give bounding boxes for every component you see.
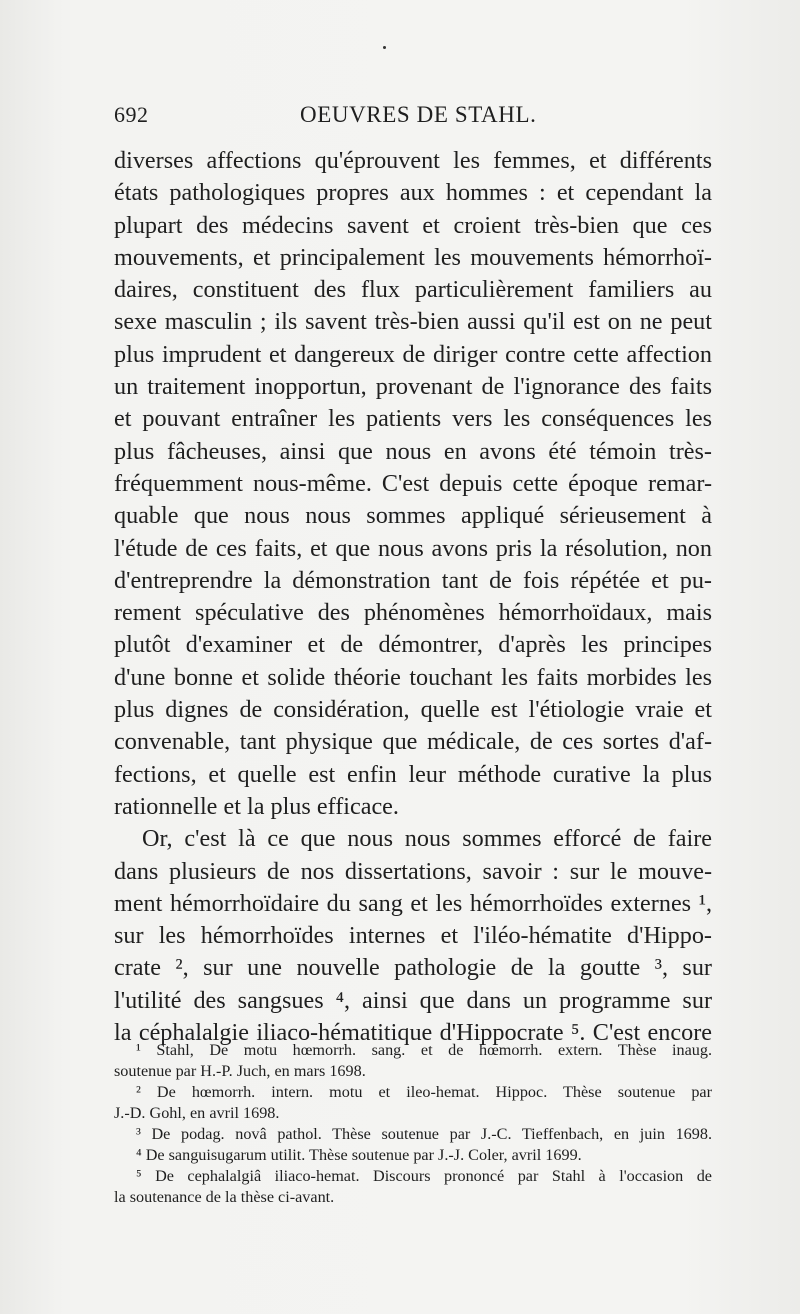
text-line: et pouvant entraîner les patients vers les conséquences les bbox=[114, 405, 712, 433]
footnote-line: ⁴ De sanguisugarum utilit. Thèse soutenue par J.-J. Coler, avril 1699. bbox=[136, 1146, 582, 1164]
text-line: l'utilité des sangsues ⁴, ainsi que dans un programme sur bbox=[114, 986, 712, 1014]
text-line: fections, et quelle est enfin leur méthode curative la plus bbox=[114, 760, 712, 788]
text-line: l'étude de ces faits, et que nous avons pris la résolution, non bbox=[114, 534, 712, 562]
footnotes bbox=[114, 1040, 712, 1208]
text-line: plus imprudent et dangereux de diriger contre cette affection bbox=[114, 340, 712, 368]
text-line: d'entreprendre la démonstration tant de fois répétée et pu- bbox=[114, 566, 712, 594]
text-line: crate ², sur une nouvelle pathologie de la goutte ³, sur bbox=[114, 954, 712, 982]
text-line: Or, c'est là ce que nous nous sommes efforcé de faire bbox=[142, 825, 712, 853]
running-title: OEUVRES DE STAHL. bbox=[300, 102, 537, 127]
page-header bbox=[114, 102, 712, 136]
text-line: rement spéculative des phénomènes hémorrhoïdaux, mais bbox=[114, 599, 712, 627]
text-line: ment hémorrhoïdaire du sang et les hémorrhoïdes externes ¹, bbox=[114, 889, 712, 917]
footnote-line: ³ De podag. novâ pathol. Thèse soutenue par J.-C. Tieffenbach, en juin 1698. bbox=[136, 1125, 712, 1143]
page-number: 692 bbox=[114, 102, 149, 127]
text-line: dans plusieurs de nos dissertations, savoir : sur le mouve- bbox=[114, 857, 712, 885]
text-line: fréquemment nous-même. C'est depuis cette époque remar- bbox=[114, 469, 712, 497]
text-line: quable que nous nous sommes appliqué sérieusement à bbox=[114, 502, 712, 530]
text-line: rationnelle et la plus efficace. bbox=[114, 792, 399, 820]
footnote-line: ⁵ De cephalalgiâ iliaco-hemat. Discours prononcé par Stahl à l'occasion de bbox=[136, 1167, 712, 1185]
text-line: sexe masculin ; ils savent très-bien aussi qu'il est on ne peut bbox=[114, 308, 712, 336]
text-line: la céphalalgie iliaco-hématitique d'Hippocrate ⁵. C'est encore bbox=[114, 1019, 712, 1047]
text-line: diverses affections qu'éprouvent les femmes, et différents bbox=[114, 147, 712, 174]
text-line: mouvements, et principalement les mouvements hémorrhoï- bbox=[114, 243, 712, 271]
body-text bbox=[114, 145, 712, 1049]
footnote-line: J.-D. Gohl, en avril 1698. bbox=[114, 1104, 280, 1122]
text-line: d'une bonne et solide théorie touchant les faits morbides les bbox=[114, 663, 712, 691]
text-line: convenable, tant physique que médicale, de ces sortes d'af- bbox=[114, 728, 712, 756]
footnote-line: la soutenance de la thèse ci-avant. bbox=[114, 1188, 335, 1206]
text-line: plus fâcheuses, ainsi que nous en avons été témoin très- bbox=[114, 437, 712, 465]
text-line: états pathologiques propres aux hommes : et cependant la bbox=[114, 179, 712, 207]
text-line: daires, constituent des flux particulièrement familiers au bbox=[114, 276, 712, 304]
footnote-line: ¹ Stahl, De motu hœmorrh. sang. et de hœmorrh. extern. Thèse inaug. bbox=[136, 1041, 712, 1059]
text-line: plutôt d'examiner et de démontrer, d'après les principes bbox=[114, 631, 712, 659]
footnote-line: soutenue par H.-P. Juch, en mars 1698. bbox=[114, 1062, 366, 1080]
ink-speck bbox=[383, 46, 386, 49]
text-line: sur les hémorrhoïdes internes et l'iléo-hématite d'Hippo- bbox=[114, 922, 712, 950]
footnote-line: ² De hœmorrh. intern. motu et ileo-hemat. Hippoc. Thèse soutenue par bbox=[136, 1083, 712, 1101]
text-line: plupart des médecins savent et croient très-bien que ces bbox=[114, 211, 712, 239]
text-line: un traitement inopportun, provenant de l'ignorance des faits bbox=[114, 373, 712, 401]
text-line: plus dignes de considération, quelle est l'étiologie vraie et bbox=[114, 696, 712, 724]
